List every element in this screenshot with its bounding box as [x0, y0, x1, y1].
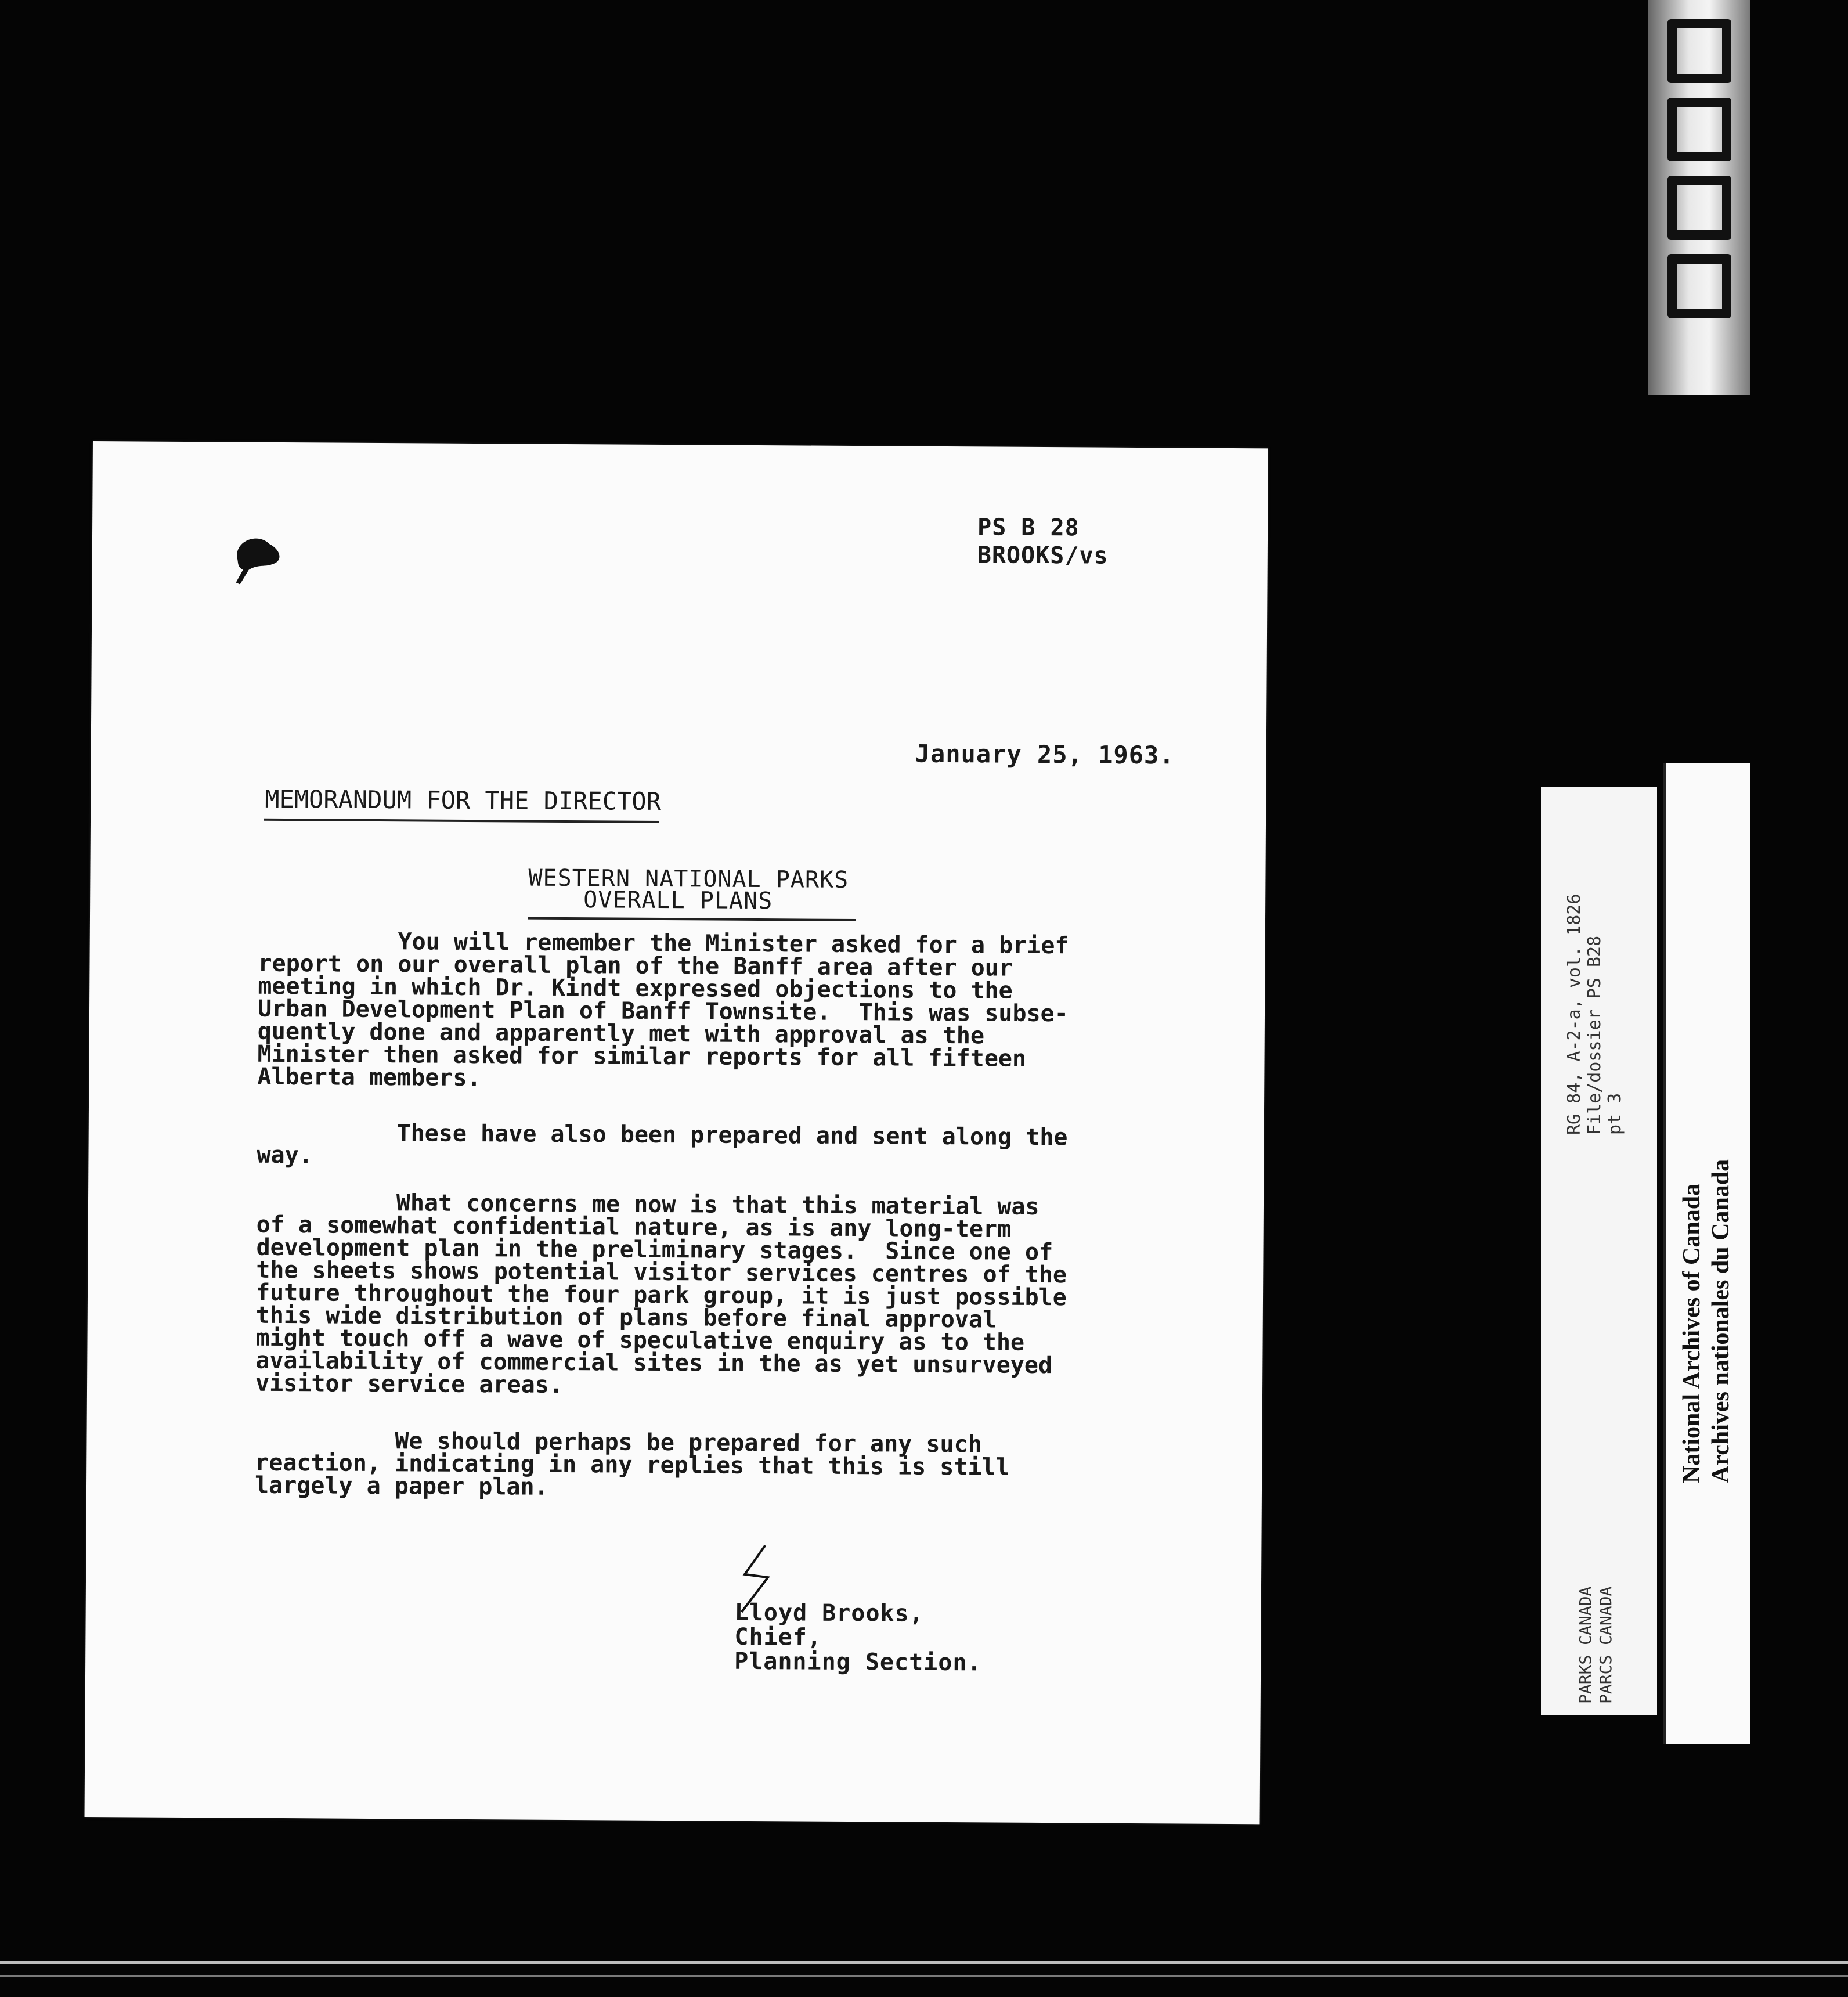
- memo-heading-underline: [264, 819, 659, 823]
- national-archives-label: [1663, 763, 1750, 1744]
- archive-reference-line-3: pt 3: [1605, 1093, 1625, 1135]
- paragraph-2: These have also been prepared and sent along the way.: [257, 1119, 1068, 1169]
- paragraph-4: We should perhaps be prepared for any such reaction, indicating in any replies that this is still largely a paper plan.: [254, 1426, 1010, 1501]
- counter-digit: [1667, 176, 1731, 240]
- ink-blot: [225, 529, 290, 593]
- national-archives-fr: Archives nationales du Canada: [1708, 1159, 1734, 1483]
- signature-block: Lloyd Brooks, Chief, Planning Section.: [734, 1599, 982, 1677]
- title-line-1: WESTERN NATIONAL PARKS: [528, 864, 849, 893]
- reference-code: [977, 513, 1109, 569]
- counter-digit: [1667, 19, 1731, 83]
- reference-line-2: BROOKS/vs: [977, 542, 1109, 569]
- archive-reference-line-2: File/dossier PS B28: [1584, 935, 1605, 1135]
- paragraph-1: You will remember the Minister asked for a brief report on our overall plan of the Banff area after our meeting in which Dr. Kindt expressed objections to the Urban Development Plan of Banff Townsite. This was subse- quently done and apparently met with approval as the Minister then asked for similar reports for all fifteen Alberta members.: [257, 927, 1069, 1092]
- film-edge: [0, 1961, 1848, 1964]
- agency-name-fr: PARCS CANADA: [1596, 1586, 1615, 1704]
- memo-page: [85, 441, 1268, 1824]
- archive-reference-label: [1541, 787, 1657, 1715]
- archive-reference-line-1: RG 84, A-2-a, vol. 1826: [1564, 893, 1584, 1135]
- title-underline: [528, 917, 856, 921]
- film-edge: [0, 1975, 1848, 1977]
- reference-line-1: PS B 28: [977, 514, 1080, 542]
- memo-heading: MEMORANDUM FOR THE DIRECTOR: [265, 784, 662, 816]
- national-archives-en: National Archives of Canada: [1679, 1183, 1705, 1483]
- agency-name-en: PARKS CANADA: [1576, 1586, 1595, 1704]
- counter-digit: [1667, 254, 1731, 318]
- paragraph-3: What concerns me now is that this material was of a somewhat confidential nature, as is any long-term development plan in the preliminary stages. Since one of the sheets shows potential visitor services centres of the future throughout the four park group, it is just possible this wide distribution of plans before final approval might touch off a wave of speculative enquiry as to the availability of commercial sites in the as yet unsurveyed visitor service areas.: [255, 1188, 1067, 1398]
- title-line-2: OVERALL PLANS: [583, 886, 773, 915]
- frame-counter: [1648, 0, 1750, 395]
- counter-digit: [1667, 98, 1731, 161]
- memo-date: January 25, 1963.: [915, 739, 1175, 770]
